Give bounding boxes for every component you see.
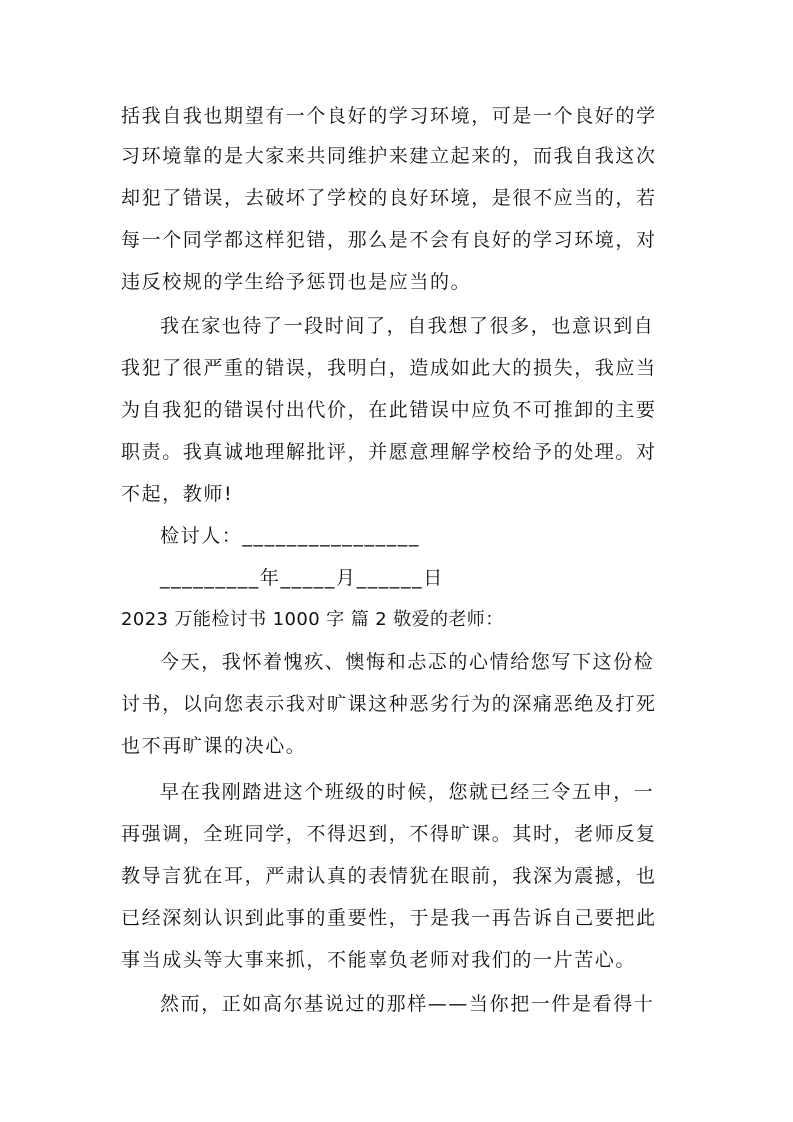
text-line: 不起，教师! [121, 483, 234, 505]
text-line: 括我自我也期望有一个良好的学习环境，可是一个良好的学 [121, 105, 657, 127]
text-line: 我犯了很严重的错误，我明白，造成如此大的损失，我应当 [121, 357, 657, 379]
paragraph-first-line: 我在家也待了一段时间了，自我想了很多，也意识到自 [160, 315, 655, 337]
text-line: 讨书，以向您表示我对旷课这种恶劣行为的深痛恶绝及打死 [121, 693, 657, 715]
paragraph-first-line: 今天，我怀着愧疚、懊悔和忐忑的心情给您写下这份检 [160, 651, 655, 673]
text-line: 事当成头等大事来抓，不能辜负老师对我们的一片苦心。 [121, 949, 637, 971]
paragraph-first-line: 早在我刚踏进这个班级的时候，您就已经三令五申，一 [160, 781, 655, 803]
text-line: 职责。我真诚地理解批评，并愿意理解学校给予的处理。对 [121, 441, 657, 463]
paragraph-first-line: 然而，正如高尔基说过的那样——当你把一件是看得十 [160, 993, 655, 1015]
text-line: 为自我犯的错误付出代价，在此错误中应负不可推卸的主要 [121, 399, 657, 421]
text-line: 违反校规的学生给予惩罚也是应当的。 [121, 271, 472, 293]
text-line: 再强调，全班同学，不得迟到，不得旷课。其时，老师反复 [121, 823, 657, 845]
text-line: 每一个同学都这样犯错，那么是不会有良好的学习环境，对 [121, 229, 657, 251]
signature-line: 检讨人：________________ [160, 525, 421, 547]
text-line: 教导言犹在耳，严肃认真的表情犹在眼前，我深为震撼，也 [121, 865, 657, 887]
date-line: _________年_____月______日 [160, 567, 444, 589]
text-line: 习环境靠的是大家来共同维护来建立起来的，而我自我这次 [121, 145, 657, 167]
text-line: 也不再旷课的决心。 [121, 735, 307, 757]
text-line: 已经深刻认识到此事的重要性，于是我一再告诉自己要把此 [121, 907, 657, 929]
text-line: 却犯了错误，去破坏了学校的良好环境，是很不应当的，若 [121, 187, 657, 209]
section-heading: 2023 万能检讨书 1000 字 篇 2 敬爱的老师： [121, 609, 504, 630]
